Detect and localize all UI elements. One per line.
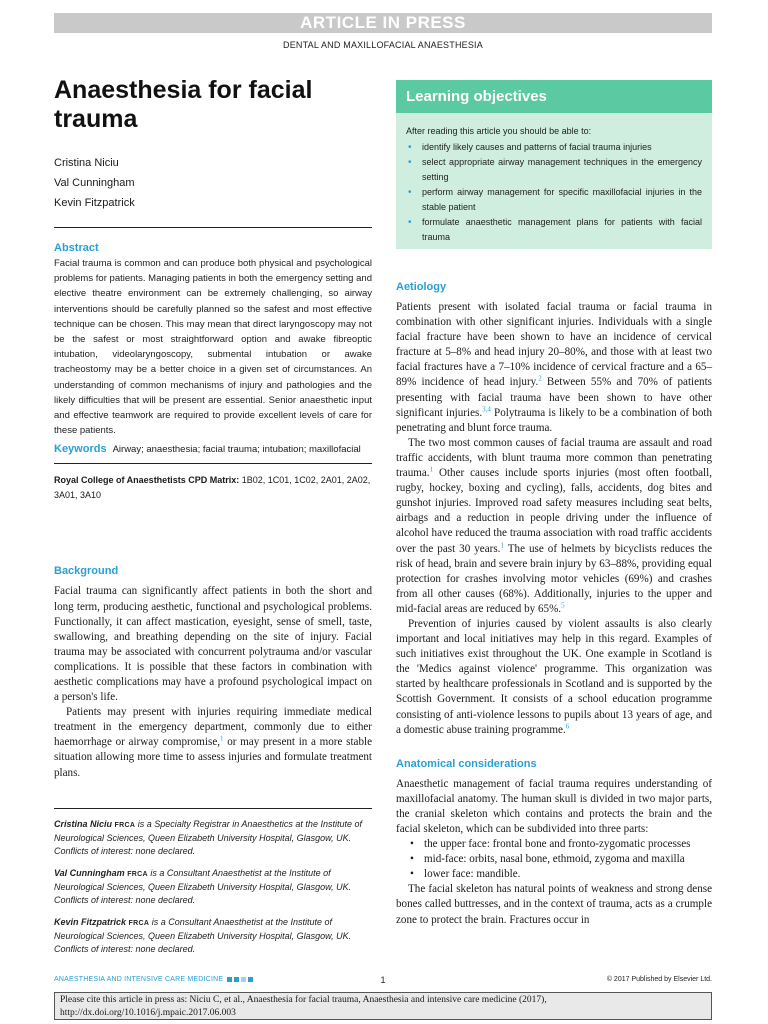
anatomy-body (396, 777, 712, 928)
cpd-label: Royal College of Anaesthetists CPD Matrix: (54, 475, 240, 486)
reference-link[interactable]: 1 (500, 540, 504, 549)
abstract-text: Facial trauma is common and can produce both physical and psychological problems for patients. Managing patients in both the emergency setting and elective theatre environment can be extremely challenging, so airway interventions should be carefully planned so the safest and most effective technique can be chosen. This may mean that direct laryngoscopy may not be the safest or most straightforward option and awake fibreoptic intubation, videolaryngoscopy, submental intubation or awake tracheostomy may be a better choice in a given set of circumstances. An understanding of common mechanisms of injury and pathologies and the likely difficulties that will be present are essential. Senior anaesthetic input and effective teamwork are required to provide excellent levels of care for these patients. (54, 258, 372, 437)
page-footer (54, 976, 712, 988)
background-body (54, 584, 372, 780)
list-item: • mid-face: orbits, nasal bone, ethmoid, zygoma and maxilla (396, 852, 712, 867)
author-bio (54, 867, 372, 907)
bio-name: Val Cunningham (54, 867, 125, 878)
reference-link[interactable]: 1 (220, 734, 224, 743)
paragraph-text: Between 55% and 70% of patients presenting with facial trauma have been shown to have other significant injuries. (396, 376, 712, 419)
anatomy-heading: Anatomical considerations (396, 757, 537, 770)
list-item: • identify likely causes and patterns of facial trauma injuries (406, 140, 702, 155)
right-column (396, 281, 712, 928)
bio-name: Cristina Niciu (54, 818, 113, 829)
list-item: • lower face: mandible. (396, 867, 712, 882)
learning-objectives-list (406, 140, 702, 245)
divider (54, 808, 372, 809)
divider (54, 227, 372, 228)
bio-text: is a Specialty Registrar in Anaesthetics at the Institute of Neurological Sciences, Queen Elizabeth University Hospital, Glasgow, UK. Conflicts of interest: none declared. (54, 818, 362, 856)
bio-credential: FRCA (114, 821, 136, 829)
reference-link[interactable]: 1 (429, 465, 434, 474)
paragraph: Facial trauma can significantly affect patients in both the short and long term, producing aesthetic, functional and psychological problems. Functionally, it can affect mastication, eyesight, sense of smell, taste, swallowing, and breathing depending on the site of injury. Facial trauma may be associated with concurrent polytrauma and/or vascular complications. It is possible that these factors in combination with aesthetic complications may have a profound psychological impact on a person's life. (54, 585, 372, 704)
author-name: Kevin Fitzpatrick (54, 197, 135, 209)
author-list (54, 153, 372, 213)
divider (54, 463, 372, 464)
paragraph (396, 617, 712, 738)
paragraph (54, 705, 372, 780)
author-bio (54, 818, 372, 858)
bio-name: Kevin Fitzpatrick (54, 916, 127, 927)
reference-link[interactable]: 6 (565, 721, 570, 730)
aetiology-heading: Aetiology (396, 281, 447, 293)
keywords-label: Keywords (54, 443, 107, 456)
background-heading: Background (54, 565, 119, 578)
list-item: • select appropriate airway management techniques in the emergency setting (406, 155, 702, 185)
reference-link[interactable]: 2 (538, 374, 542, 383)
paragraph-text: Polytrauma is likely to be a combination of both penetrating and blunt force trauma. (396, 406, 712, 434)
paragraph (396, 300, 712, 436)
cpd-codes: 1B02, 1C01, 1C02, 2A01, 2A02, 3A01, 3A10 (54, 475, 371, 501)
reference-link[interactable]: 3,4 (482, 404, 491, 413)
list-item: • perform airway management for specific maxillofacial injuries in the stable patient (406, 185, 702, 215)
list-item: • formulate anaesthetic management plans for patients with facial trauma (406, 215, 702, 245)
keywords-text: Airway; anaesthesia; facial trauma; intubation; maxillofacial (112, 444, 361, 456)
paragraph-text: Other causes include sports injuries (most often football, rugby, hockey, boxing and cycling), falls, accidents, dog bites and gunshot injuries. Improved road safety measures including seat belts, airbags and a reduction in people driving under the influence of alcohol have reduced the trauma association with road traffic accidents over the past 30 years. (396, 467, 712, 555)
paragraph-text: The use of helmets by bicyclists reduces the risk of head, brain and severe brain injury by 63–88%, providing equal protection for crashes involving motor vehicles (69%) and crashes from all other causes (68%). Additionally, injuries to the upper and mid-facial areas are reduced by 65%. (396, 542, 712, 615)
article-title: Anaesthesia for facial trauma (54, 76, 313, 133)
abstract-heading: Abstract (54, 242, 99, 254)
cpd-matrix (54, 473, 372, 503)
paragraph: The facial skeleton has natural points of weakness and strong dense bones called buttresses, and in the context of trauma, acts as a crumple zone to protect the brain. Fractures occur in (396, 883, 712, 926)
learning-objectives-intro: After reading this article you should be able to: (406, 126, 592, 136)
paragraph-text: Prevention of injuries caused by violent assaults is also clearly important and local initiatives may help in this regard. Examples of such initiatives exist throughout the UK. One example in Scotland is the 'Medics against violence' programme. This organization was started by healthcare professionals in Scotland and is supported by the Scottish Government. It consists of a school education programme consisting of anti-violence lessons to pupils about 13 years of age, and a domestic abuse training programme. (396, 617, 712, 736)
paragraph: Anaesthetic management of facial trauma requires understanding of maxillofacial anatomy. The human skull is divided in two major parts, the cranial skeleton which contains and protects the brain and the facial skeleton, which can be subdivided into three parts: (396, 777, 712, 835)
list-item: • the upper face: frontal bone and fronto-zygomatic processes (396, 837, 712, 852)
footer-journal-name: ANAESTHESIA AND INTENSIVE CARE MEDICINE (54, 976, 224, 983)
journal-section-heading: DENTAL AND MAXILLOFACIAL ANAESTHESIA (283, 40, 483, 50)
reference-link[interactable]: 5 (561, 601, 565, 610)
paragraph-text: or may present in a more stable situation allowing more time to assess injuries and formulate treatment plans. (54, 736, 372, 779)
author-bios (54, 818, 372, 956)
author-name: Cristina Niciu (54, 157, 119, 169)
facial-skeleton-list (396, 837, 712, 882)
author-name: Val Cunningham (54, 177, 135, 189)
article-in-press-banner: ARTICLE IN PRESS (54, 13, 712, 33)
paragraph-text: Patients may present with injuries requiring immediate medical treatment in the emergency department, commonly due to either haemorrhage or airway compromise, (54, 706, 372, 749)
learning-objectives-heading: Learning objectives (396, 80, 712, 113)
learning-objectives-box (396, 80, 712, 249)
bio-credential: FRCA (128, 919, 150, 927)
page-number: 1 (380, 975, 386, 985)
learning-objectives-body (396, 113, 712, 245)
paragraph-text: Patients present with isolated facial trauma or facial trauma in combination with other significant injuries. Individuals with a single facial fracture have been shown to have an incidence of cervical fracture at 5–8% and head injury 20–80%, and those with at least two facial fractures have a 7–10% incidence of cervical fracture and a 65–89% incidence of head injury. (396, 301, 712, 389)
citation-box: Please cite this article in press as: Niciu C, et al., Anaesthesia for facial trauma, Anaesthesia and intensive care medicine (2017), http://dx.doi.org/10.1016/j.mpaic.2017.06.003 (54, 992, 712, 1020)
bio-credential: FRCA (127, 870, 148, 878)
copyright: © 2017 Published by Elsevier Ltd. (606, 976, 712, 983)
aetiology-body (396, 300, 712, 738)
bio-text: is a Consultant Anaesthetist at the Institute of Neurological Sciences, Queen Elizabeth University Hospital, Glasgow, UK. Conflicts of interest: none declared. (54, 916, 352, 954)
author-bio (54, 916, 372, 956)
paragraph-text: The two most common causes of facial trauma are assault and road traffic accidents, with blunt trauma more common than penetrating trauma. (396, 436, 712, 480)
bio-text: is a Consultant Anaesthetist at the Institute of Neurological Sciences, Queen Elizabeth University Hospital, Glasgow, UK. Conflicts of interest: none declared. (54, 867, 352, 905)
keywords (54, 442, 372, 457)
paragraph (396, 436, 712, 617)
left-column (54, 76, 372, 965)
